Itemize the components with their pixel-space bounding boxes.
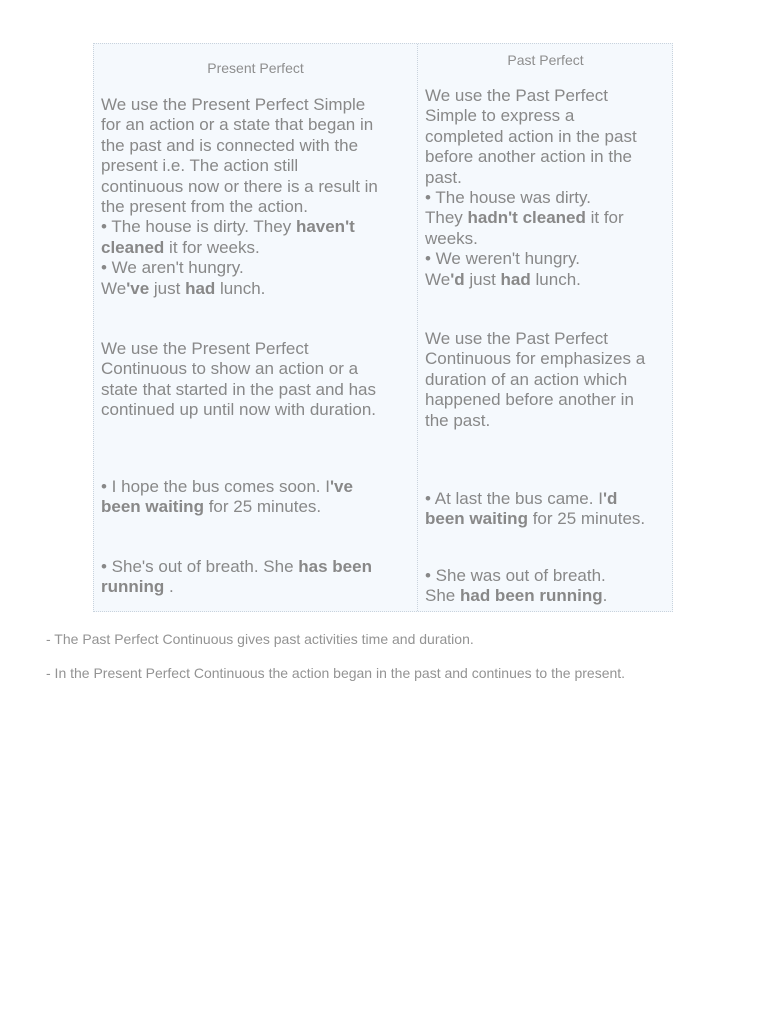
example-text: She [425, 586, 460, 606]
example-text: We [425, 269, 451, 289]
example-verb: cleaned [101, 237, 165, 257]
text-line: Continuous for emphasizes a [425, 349, 646, 369]
example-line [101, 477, 353, 497]
example-line: • We weren't hungry. [425, 249, 581, 269]
example-line: • We aren't hungry. [101, 258, 244, 278]
example-text: • She's out of breath. She [101, 557, 299, 576]
tense-comparison-table [93, 43, 673, 612]
example-line: weeks. [425, 228, 478, 248]
past-perfect-simple-cell [425, 86, 637, 290]
example-verb: had [185, 278, 216, 298]
example-line [101, 497, 353, 517]
text-line: We use the Past Perfect [425, 86, 608, 105]
example-line [425, 586, 607, 606]
footnote-past-perfect-continuous: - The Past Perfect Continuous gives past activities time and duration. [46, 631, 474, 647]
text-line: past. [425, 167, 462, 187]
example-text: it for weeks. [164, 237, 260, 257]
text-line: continued up until now with duration. [101, 400, 377, 420]
past-perfect-continuous-cell [425, 329, 645, 431]
example-verb: 'd [602, 489, 618, 508]
past-perfect-header: Past Perfect [507, 52, 584, 68]
example-text: just [464, 269, 501, 289]
text-line: Simple to express a [425, 106, 575, 126]
example-text: . [602, 586, 608, 606]
text-line: We use the Past Perfect [425, 329, 608, 348]
text-line: the present from the action. [101, 197, 308, 217]
example-line [101, 557, 372, 577]
example-text: They [425, 208, 468, 228]
text-line: We use the Present Perfect [101, 339, 309, 358]
text-line: completed action in the past [425, 126, 637, 146]
example-text: for 25 minutes. [203, 497, 322, 517]
example-text: . [164, 577, 174, 597]
text-line: continuous now or there is a result in [101, 176, 378, 196]
column-divider [417, 44, 418, 611]
example-line [101, 217, 378, 237]
past-continuous-example-2 [425, 566, 607, 607]
example-line [425, 509, 645, 529]
example-verb: running [101, 577, 165, 597]
example-line [425, 208, 637, 228]
example-verb: haven't [295, 217, 355, 237]
example-line [425, 489, 645, 509]
example-verb: has been [298, 557, 372, 576]
present-continuous-example-2 [101, 557, 372, 598]
example-text: for 25 minutes. [527, 509, 646, 529]
example-line: • The house was dirty. [425, 188, 591, 208]
example-verb: had [500, 269, 531, 289]
example-line [101, 279, 378, 299]
text-line: present i.e. The action still [101, 156, 299, 176]
present-perfect-continuous-cell [101, 339, 376, 421]
example-verb: 've [126, 278, 150, 298]
example-text: We [101, 278, 127, 298]
present-perfect-header: Present Perfect [207, 60, 304, 76]
text-line: duration of an action which [425, 369, 628, 389]
example-line [425, 270, 637, 290]
example-text: just [149, 278, 186, 298]
example-verb: hadn't cleaned [467, 208, 586, 228]
example-verb: 'd [450, 269, 465, 289]
example-text: • The house is dirty. They [101, 217, 296, 237]
text-line: before another action in the [425, 147, 632, 167]
example-text: it for [585, 208, 624, 228]
text-line: We use the Present Perfect Simple [101, 95, 366, 114]
example-text: lunch. [530, 269, 581, 289]
example-text: • I hope the bus comes soon. I [101, 477, 330, 496]
example-verb: 've [329, 477, 353, 496]
example-line: • She was out of breath. [425, 566, 606, 585]
example-text: • At last the bus came. I [425, 489, 603, 508]
footnote-present-perfect-continuous: - In the Present Perfect Continuous the action began in the past and continues to the present. [46, 665, 626, 681]
example-line [101, 577, 372, 597]
text-line: happened before another in [425, 390, 634, 410]
text-line: for an action or a state that began in [101, 115, 374, 135]
text-line: the past and is connected with the [101, 135, 359, 155]
text-line: Continuous to show an action or a [101, 359, 359, 379]
example-verb: been waiting [425, 509, 528, 529]
text-line: the past. [425, 410, 491, 430]
example-text: lunch. [215, 278, 266, 298]
present-continuous-example-1 [101, 477, 353, 518]
present-perfect-simple-cell [101, 95, 378, 299]
example-verb: had been running [459, 586, 603, 606]
past-continuous-example-1 [425, 489, 645, 530]
example-verb: been waiting [101, 497, 204, 517]
text-line: state that started in the past and has [101, 379, 377, 399]
example-line [101, 238, 378, 258]
